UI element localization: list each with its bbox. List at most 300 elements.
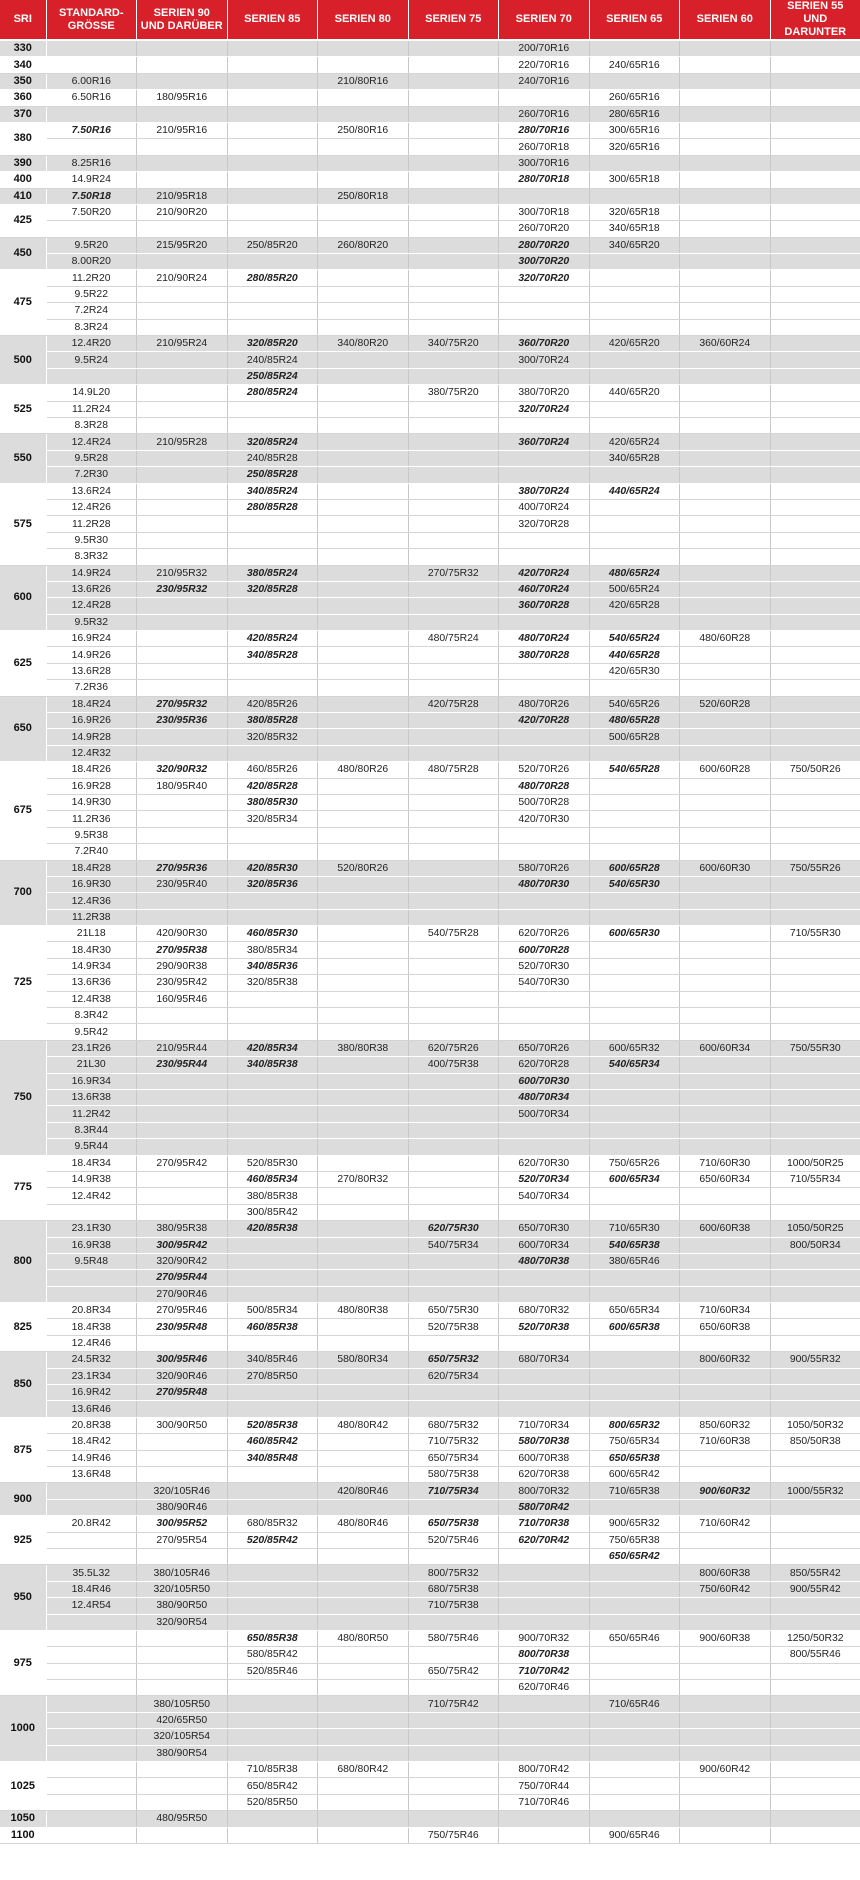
cell-series-65: 750/65R34: [589, 1434, 680, 1450]
cell-series-85: 420/85R24: [227, 631, 318, 647]
cell-series-60: [680, 794, 771, 810]
cell-standard-size: 9.5R28: [46, 450, 137, 466]
cell-series-90-plus: 160/95R46: [137, 991, 228, 1007]
cell-series-60: [680, 401, 771, 417]
cell-series-55-minus: 1250/50R32: [770, 1630, 860, 1646]
cell-series-80: [318, 106, 409, 122]
cell-series-80: [318, 352, 409, 368]
cell-series-65: [589, 1581, 680, 1597]
cell-series-65: 380/65R46: [589, 1253, 680, 1269]
cell-series-75: [408, 319, 499, 335]
cell-series-75: [408, 221, 499, 237]
cell-series-55-minus: [770, 1286, 860, 1302]
cell-series-75: [408, 893, 499, 909]
cell-standard-size: 14.9R38: [46, 1171, 137, 1187]
cell-standard-size: 12.4R24: [46, 434, 137, 450]
cell-series-65: [589, 893, 680, 909]
cell-series-75: [408, 991, 499, 1007]
cell-series-75: [408, 1106, 499, 1122]
table-row: [0, 1139, 860, 1155]
cell-series-55-minus: [770, 1729, 860, 1745]
cell-standard-size: 8.3R44: [46, 1122, 137, 1138]
cell-series-55-minus: [770, 713, 860, 729]
cell-series-90-plus: [137, 499, 228, 515]
cell-series-90-plus: [137, 745, 228, 761]
cell-series-75: [408, 1073, 499, 1089]
table-row: [0, 483, 860, 499]
cell-series-70: 680/70R34: [499, 1352, 590, 1368]
cell-standard-size: 14.9R34: [46, 958, 137, 974]
cell-series-80: [318, 713, 409, 729]
cell-series-70: 710/70R38: [499, 1516, 590, 1532]
cell-series-60: 800/60R38: [680, 1565, 771, 1581]
cell-series-60: [680, 1188, 771, 1204]
cell-series-85: [227, 1811, 318, 1827]
cell-standard-size: [46, 106, 137, 122]
cell-series-90-plus: [137, 73, 228, 89]
cell-series-60: 520/60R28: [680, 696, 771, 712]
table-header: [0, 0, 860, 40]
cell-series-60: [680, 1696, 771, 1712]
cell-series-85: 280/85R28: [227, 499, 318, 515]
cell-series-75: [408, 1171, 499, 1187]
sri-cell: 700: [0, 860, 46, 926]
cell-series-90-plus: [137, 483, 228, 499]
cell-series-55-minus: [770, 221, 860, 237]
cell-series-65: [589, 1024, 680, 1040]
cell-series-60: [680, 221, 771, 237]
cell-series-55-minus: [770, 1794, 860, 1810]
cell-series-90-plus: 270/95R32: [137, 696, 228, 712]
cell-series-90-plus: 380/105R46: [137, 1565, 228, 1581]
cell-series-90-plus: [137, 598, 228, 614]
cell-series-90-plus: 320/90R46: [137, 1368, 228, 1384]
table-row: [0, 1663, 860, 1679]
cell-series-85: 340/85R48: [227, 1450, 318, 1466]
cell-series-55-minus: [770, 794, 860, 810]
cell-standard-size: 9.5R42: [46, 1024, 137, 1040]
cell-standard-size: 9.5R32: [46, 614, 137, 630]
cell-series-80: [318, 1106, 409, 1122]
cell-series-85: 340/85R36: [227, 958, 318, 974]
cell-series-75: [408, 1548, 499, 1564]
cell-series-85: 580/85R42: [227, 1647, 318, 1663]
cell-standard-size: 20.8R38: [46, 1417, 137, 1433]
cell-series-65: [589, 1598, 680, 1614]
cell-series-70: 520/70R26: [499, 762, 590, 778]
cell-series-75: [408, 1335, 499, 1351]
cell-standard-size: [46, 1778, 137, 1794]
table-row: [0, 745, 860, 761]
cell-series-55-minus: [770, 434, 860, 450]
cell-series-80: [318, 1663, 409, 1679]
cell-series-85: [227, 40, 318, 57]
cell-standard-size: 9.5R20: [46, 237, 137, 253]
cell-series-90-plus: 210/90R20: [137, 204, 228, 220]
table-row: [0, 1417, 860, 1433]
cell-series-55-minus: [770, 565, 860, 581]
cell-series-80: 250/80R18: [318, 188, 409, 204]
cell-series-75: [408, 1204, 499, 1220]
cell-series-65: [589, 155, 680, 171]
table-row: [0, 893, 860, 909]
cell-series-70: 300/70R24: [499, 352, 590, 368]
cell-series-70: [499, 1614, 590, 1630]
cell-series-55-minus: [770, 385, 860, 401]
cell-series-70: [499, 1122, 590, 1138]
cell-series-60: [680, 40, 771, 57]
cell-series-90-plus: 230/95R48: [137, 1319, 228, 1335]
sri-cell: 825: [0, 1303, 46, 1352]
cell-series-90-plus: [137, 1204, 228, 1220]
cell-series-65: [589, 1270, 680, 1286]
cell-series-70: 710/70R46: [499, 1794, 590, 1810]
cell-standard-size: 23.1R34: [46, 1368, 137, 1384]
cell-series-75: 380/75R20: [408, 385, 499, 401]
cell-series-85: 270/85R50: [227, 1368, 318, 1384]
table-row: [0, 270, 860, 286]
cell-series-90-plus: [137, 1762, 228, 1778]
cell-series-70: [499, 450, 590, 466]
table-row: [0, 1630, 860, 1646]
sri-cell: 725: [0, 926, 46, 1041]
cell-series-90-plus: 320/90R42: [137, 1253, 228, 1269]
cell-series-85: 500/85R34: [227, 1303, 318, 1319]
cell-series-75: [408, 614, 499, 630]
sri-cell: 500: [0, 336, 46, 385]
cell-series-70: [499, 1565, 590, 1581]
cell-series-70: 320/70R28: [499, 516, 590, 532]
cell-series-70: 480/70R34: [499, 1090, 590, 1106]
cell-series-55-minus: [770, 1090, 860, 1106]
cell-series-60: [680, 532, 771, 548]
cell-series-80: [318, 1712, 409, 1728]
cell-series-90-plus: [137, 352, 228, 368]
sri-cell: 675: [0, 762, 46, 860]
sri-cell: 575: [0, 483, 46, 565]
cell-series-90-plus: 380/90R46: [137, 1499, 228, 1515]
table-row: [0, 942, 860, 958]
cell-series-70: 750/70R44: [499, 1778, 590, 1794]
table-row: [0, 1680, 860, 1696]
cell-series-90-plus: 300/90R50: [137, 1417, 228, 1433]
cell-series-85: 460/85R34: [227, 1171, 318, 1187]
cell-series-70: 280/70R16: [499, 122, 590, 138]
cell-series-70: 710/70R42: [499, 1663, 590, 1679]
cell-series-55-minus: [770, 450, 860, 466]
cell-standard-size: [46, 1696, 137, 1712]
cell-series-80: [318, 417, 409, 433]
cell-series-60: [680, 1270, 771, 1286]
cell-series-80: [318, 1024, 409, 1040]
cell-series-90-plus: 210/95R16: [137, 122, 228, 138]
cell-series-90-plus: [137, 40, 228, 57]
cell-series-75: [408, 647, 499, 663]
cell-series-75: [408, 286, 499, 302]
cell-standard-size: 7.2R24: [46, 303, 137, 319]
cell-series-60: [680, 139, 771, 155]
cell-series-70: 480/70R28: [499, 778, 590, 794]
cell-series-60: [680, 73, 771, 89]
cell-series-55-minus: [770, 1696, 860, 1712]
cell-series-65: [589, 532, 680, 548]
cell-series-60: [680, 499, 771, 515]
cell-series-90-plus: [137, 1122, 228, 1138]
cell-series-55-minus: [770, 1204, 860, 1220]
cell-series-90-plus: [137, 1139, 228, 1155]
cell-series-85: 340/85R28: [227, 647, 318, 663]
cell-series-85: [227, 1385, 318, 1401]
cell-series-90-plus: [137, 1073, 228, 1089]
sri-cell: 850: [0, 1352, 46, 1418]
cell-series-90-plus: 300/95R42: [137, 1237, 228, 1253]
cell-series-65: 600/65R38: [589, 1319, 680, 1335]
cell-series-75: [408, 499, 499, 515]
cell-series-55-minus: [770, 155, 860, 171]
cell-series-60: [680, 713, 771, 729]
cell-series-65: [589, 467, 680, 483]
cell-series-80: [318, 893, 409, 909]
cell-series-75: [408, 450, 499, 466]
cell-series-70: 300/70R16: [499, 155, 590, 171]
cell-series-60: [680, 1286, 771, 1302]
cell-series-70: 600/70R30: [499, 1073, 590, 1089]
cell-series-55-minus: [770, 942, 860, 958]
cell-series-90-plus: 210/95R18: [137, 188, 228, 204]
cell-series-65: 600/65R30: [589, 926, 680, 942]
cell-series-60: 800/60R32: [680, 1352, 771, 1368]
cell-series-75: 480/75R28: [408, 762, 499, 778]
sri-cell: 400: [0, 172, 46, 188]
cell-series-70: 380/70R28: [499, 647, 590, 663]
sri-cell: 600: [0, 565, 46, 631]
cell-series-70: [499, 188, 590, 204]
cell-series-55-minus: [770, 647, 860, 663]
cell-standard-size: 21L30: [46, 1057, 137, 1073]
cell-series-75: [408, 368, 499, 384]
table-row: [0, 1827, 860, 1843]
cell-series-85: [227, 204, 318, 220]
cell-series-90-plus: [137, 1171, 228, 1187]
cell-series-55-minus: [770, 172, 860, 188]
cell-standard-size: [46, 1483, 137, 1499]
table-row: [0, 450, 860, 466]
cell-series-65: 650/65R46: [589, 1630, 680, 1646]
cell-series-90-plus: [137, 794, 228, 810]
cell-series-75: 620/75R26: [408, 1040, 499, 1056]
cell-series-80: [318, 1450, 409, 1466]
cell-standard-size: 12.4R54: [46, 1598, 137, 1614]
cell-series-90-plus: 270/95R42: [137, 1155, 228, 1171]
table-row: [0, 1286, 860, 1302]
cell-series-85: 420/85R26: [227, 696, 318, 712]
table-row: [0, 1532, 860, 1548]
cell-series-90-plus: [137, 1663, 228, 1679]
cell-series-80: [318, 729, 409, 745]
cell-series-65: 710/65R46: [589, 1696, 680, 1712]
cell-series-85: [227, 1270, 318, 1286]
cell-series-80: [318, 844, 409, 860]
header-series-80: SERIEN 80: [318, 0, 409, 40]
cell-series-60: 900/60R42: [680, 1762, 771, 1778]
cell-series-60: [680, 1499, 771, 1515]
cell-standard-size: 11.2R20: [46, 270, 137, 286]
cell-series-90-plus: 210/95R32: [137, 565, 228, 581]
cell-series-65: 340/65R20: [589, 237, 680, 253]
cell-series-85: 420/85R30: [227, 860, 318, 876]
cell-series-80: [318, 991, 409, 1007]
cell-standard-size: 18.4R46: [46, 1581, 137, 1597]
cell-series-60: [680, 368, 771, 384]
cell-series-55-minus: [770, 1548, 860, 1564]
table-row: [0, 303, 860, 319]
cell-series-60: [680, 745, 771, 761]
sri-cell: 950: [0, 1565, 46, 1631]
cell-series-80: [318, 1090, 409, 1106]
cell-series-85: [227, 909, 318, 925]
sri-cell: 425: [0, 204, 46, 237]
table-row: [0, 1614, 860, 1630]
cell-series-85: [227, 401, 318, 417]
cell-series-80: [318, 942, 409, 958]
cell-series-90-plus: [137, 385, 228, 401]
cell-series-55-minus: [770, 827, 860, 843]
cell-series-55-minus: [770, 254, 860, 270]
table-row: [0, 1024, 860, 1040]
cell-series-55-minus: [770, 1499, 860, 1515]
cell-series-90-plus: 290/90R38: [137, 958, 228, 974]
cell-series-85: [227, 1139, 318, 1155]
cell-series-70: [499, 1024, 590, 1040]
cell-series-85: 280/85R20: [227, 270, 318, 286]
cell-series-65: [589, 188, 680, 204]
table-row: [0, 729, 860, 745]
cell-standard-size: 7.50R16: [46, 122, 137, 138]
table-row: [0, 713, 860, 729]
cell-series-70: [499, 1581, 590, 1597]
cell-series-75: [408, 172, 499, 188]
cell-series-80: [318, 1598, 409, 1614]
cell-series-75: 800/75R32: [408, 1565, 499, 1581]
cell-series-55-minus: [770, 1385, 860, 1401]
cell-series-85: [227, 1827, 318, 1843]
table-row: [0, 549, 860, 565]
cell-series-80: 480/80R46: [318, 1516, 409, 1532]
table-row: [0, 1352, 860, 1368]
cell-series-65: 480/65R28: [589, 713, 680, 729]
cell-series-90-plus: 300/95R46: [137, 1352, 228, 1368]
cell-standard-size: 18.4R30: [46, 942, 137, 958]
table-row: [0, 516, 860, 532]
cell-series-90-plus: [137, 729, 228, 745]
cell-series-80: [318, 1057, 409, 1073]
cell-series-65: [589, 417, 680, 433]
sri-cell: 475: [0, 270, 46, 336]
cell-series-80: [318, 1466, 409, 1482]
cell-series-90-plus: 380/105R50: [137, 1696, 228, 1712]
cell-series-65: [589, 1762, 680, 1778]
cell-series-55-minus: [770, 188, 860, 204]
cell-series-75: 680/75R38: [408, 1581, 499, 1597]
table-row: [0, 1745, 860, 1761]
cell-series-85: 320/85R28: [227, 581, 318, 597]
cell-series-60: [680, 958, 771, 974]
cell-series-60: 900/60R32: [680, 1483, 771, 1499]
cell-series-80: [318, 270, 409, 286]
cell-series-65: 340/65R28: [589, 450, 680, 466]
cell-series-90-plus: [137, 57, 228, 73]
cell-standard-size: 18.4R24: [46, 696, 137, 712]
cell-series-75: [408, 1762, 499, 1778]
cell-series-55-minus: [770, 319, 860, 335]
cell-series-65: [589, 1499, 680, 1515]
table-row: [0, 581, 860, 597]
cell-series-90-plus: 320/90R32: [137, 762, 228, 778]
cell-series-60: [680, 1122, 771, 1138]
cell-series-65: [589, 614, 680, 630]
cell-series-90-plus: 420/65R50: [137, 1712, 228, 1728]
cell-series-60: 360/60R24: [680, 336, 771, 352]
cell-standard-size: [46, 1663, 137, 1679]
cell-series-55-minus: 750/55R26: [770, 860, 860, 876]
cell-standard-size: 7.2R30: [46, 467, 137, 483]
cell-series-75: [408, 1794, 499, 1810]
table-row: [0, 106, 860, 122]
cell-series-65: 340/65R18: [589, 221, 680, 237]
cell-series-70: [499, 1385, 590, 1401]
cell-series-55-minus: [770, 1024, 860, 1040]
cell-series-70: [499, 1008, 590, 1024]
cell-series-90-plus: [137, 1548, 228, 1564]
table-row: [0, 991, 860, 1007]
cell-standard-size: 12.4R28: [46, 598, 137, 614]
table-row: [0, 1516, 860, 1532]
cell-standard-size: [46, 1499, 137, 1515]
cell-series-65: [589, 745, 680, 761]
cell-series-65: [589, 909, 680, 925]
cell-series-70: [499, 1335, 590, 1351]
cell-series-85: 520/85R38: [227, 1417, 318, 1433]
cell-series-70: 580/70R38: [499, 1434, 590, 1450]
table-row: [0, 926, 860, 942]
cell-series-90-plus: [137, 1630, 228, 1646]
cell-series-75: 650/75R30: [408, 1303, 499, 1319]
cell-series-80: [318, 483, 409, 499]
cell-series-55-minus: [770, 1188, 860, 1204]
cell-series-75: 580/75R46: [408, 1630, 499, 1646]
cell-series-65: [589, 827, 680, 843]
cell-series-75: [408, 1253, 499, 1269]
cell-series-90-plus: [137, 303, 228, 319]
cell-series-65: 540/65R30: [589, 876, 680, 892]
cell-standard-size: 13.6R28: [46, 663, 137, 679]
cell-series-85: [227, 155, 318, 171]
cell-series-75: [408, 1008, 499, 1024]
cell-series-90-plus: 270/95R38: [137, 942, 228, 958]
header-series-60: SERIEN 60: [680, 0, 771, 40]
cell-series-75: 650/75R38: [408, 1516, 499, 1532]
table-row: [0, 1778, 860, 1794]
cell-series-65: 650/65R38: [589, 1450, 680, 1466]
cell-series-60: [680, 1024, 771, 1040]
sri-cell: 330: [0, 40, 46, 57]
cell-series-80: [318, 1647, 409, 1663]
cell-series-55-minus: [770, 401, 860, 417]
cell-series-55-minus: [770, 1745, 860, 1761]
cell-series-55-minus: [770, 90, 860, 106]
cell-series-75: [408, 106, 499, 122]
cell-series-75: [408, 1122, 499, 1138]
